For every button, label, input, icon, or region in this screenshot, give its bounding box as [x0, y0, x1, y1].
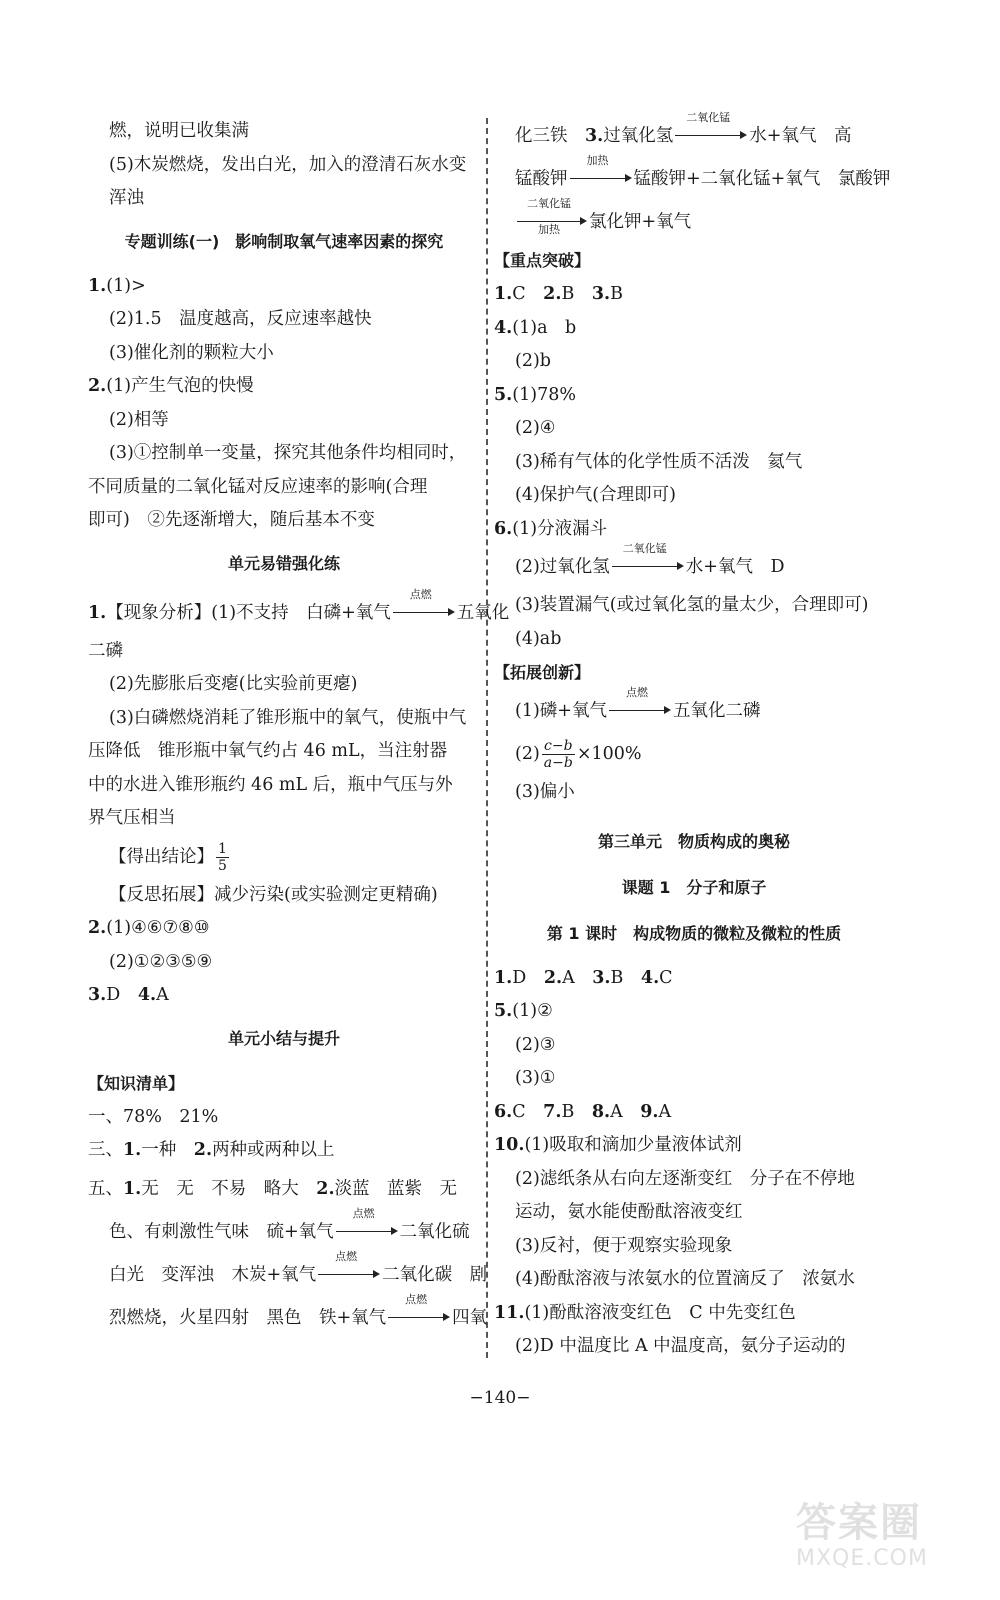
- question-number: 5.: [494, 384, 513, 405]
- answer-text: A: [658, 1101, 672, 1122]
- answer-line: (2)③: [515, 1034, 556, 1055]
- question-number: 4.: [137, 985, 157, 1005]
- answer-text: (1)磷+氧气: [515, 701, 607, 721]
- reaction-arrow: [393, 587, 455, 620]
- watermark-url: MXQE.COM: [796, 1546, 928, 1571]
- question-number: 3.: [591, 284, 611, 304]
- reaction-condition: 加热: [538, 223, 560, 236]
- answer-text: 化三铁: [515, 126, 585, 146]
- answer-text: 无 无 不易 略大: [141, 1178, 317, 1199]
- answer-text: C: [512, 284, 544, 304]
- answer-line: [494, 1096, 894, 1130]
- answer-text: 水+氧气 高: [749, 126, 852, 146]
- answer-line: [494, 995, 894, 1029]
- reaction-condition: 点燃: [352, 1206, 375, 1220]
- answer-text: 淡蓝 蓝紫 无: [334, 1178, 458, 1199]
- answer-text: (1)吸取和滴加少量液体试剂: [524, 1135, 742, 1155]
- answer-line: (2)相等: [109, 409, 169, 430]
- question-number: 6.: [494, 518, 513, 539]
- answer-text: B: [561, 284, 592, 304]
- question-number: 8.: [591, 1101, 611, 1122]
- question-number: 1.: [88, 602, 107, 623]
- answer-line: (3)①: [515, 1068, 556, 1088]
- answer-line: [494, 542, 894, 589]
- question-number: 3.: [88, 985, 107, 1005]
- answer-text: C: [512, 1101, 544, 1122]
- answer-line: [88, 587, 510, 635]
- answer-text: 锰酸钾: [515, 169, 568, 189]
- answer-line: (2)b: [515, 351, 551, 371]
- watermark-text: 答案圈: [796, 1500, 922, 1546]
- answer-line: 【反思拓展】减少污染(或实验测定更精确): [109, 884, 438, 905]
- lesson-heading: 课题 1 分子和原子: [621, 877, 767, 897]
- reaction-condition: 二氧化锰: [527, 197, 571, 210]
- answer-text: B: [610, 967, 641, 988]
- question-number: 5.: [494, 1001, 513, 1021]
- subsection-tag: 【重点突破】: [494, 251, 591, 270]
- period-heading: 第 1 课时 构成物质的微粒及微粒的性质: [546, 923, 842, 943]
- answer-line: [88, 1292, 488, 1340]
- answer-line: [88, 1249, 488, 1297]
- section-heading: 专题训练(一) 影响制取氧气速率因素的探究: [124, 231, 444, 251]
- answer-line: (2)先膨胀后变瘪(比实验前更瘪): [109, 674, 358, 694]
- answer-text: 水+氧气 D: [685, 557, 785, 577]
- answer-line: (4)酚酞溶液与浓氨水的位置滴反了 浓氨水: [515, 1269, 855, 1289]
- reaction-condition: 点燃: [335, 1249, 358, 1263]
- question-number: 1.: [494, 284, 513, 304]
- question-number: 1.: [88, 275, 107, 296]
- question-number: 2.: [88, 918, 107, 938]
- fraction-denominator: a−b: [543, 755, 573, 771]
- question-number: 7.: [543, 1101, 562, 1122]
- question-number: 4.: [494, 317, 513, 338]
- reaction-arrow: [570, 154, 632, 186]
- section-heading: 单元易错强化练: [227, 553, 340, 573]
- text-line: 燃，说明已收集满: [109, 121, 249, 141]
- answer-line: (2)1.5 温度越高，反应速率越快: [109, 309, 372, 329]
- answer-text: D: [512, 967, 544, 988]
- answer-text: 四氧: [452, 1307, 488, 1328]
- answer-text: A: [610, 1101, 641, 1122]
- answer-line: [494, 379, 894, 413]
- answer-line: [494, 1129, 894, 1163]
- question-number: 10.: [494, 1135, 525, 1155]
- answer-text: 色、有刺激性气味 硫+氧气: [109, 1221, 334, 1242]
- answer-line: [88, 1168, 480, 1211]
- answer-text: 白光 变浑浊 木炭+氧气: [109, 1264, 317, 1285]
- answer-line: [494, 197, 894, 244]
- answer-line: 不同质量的二氧化锰对反应速率的影响(合理: [88, 476, 428, 497]
- subsection-tag: 【知识清单】: [88, 1073, 185, 1093]
- answer-line: [494, 111, 894, 158]
- reaction-condition: 点燃: [409, 587, 432, 601]
- answer-line: 中的水进入锥形瓶约 46 mL 后，瓶中气压与外: [88, 774, 453, 795]
- question-number: 2.: [543, 967, 563, 988]
- answer-line: [88, 1206, 480, 1254]
- fraction-numerator: 1: [218, 840, 227, 857]
- question-number: 1.: [123, 1178, 142, 1199]
- question-number: 1.: [494, 967, 513, 988]
- answer-line: (2)滤纸条从右向左逐渐变红 分子在不停地: [515, 1168, 855, 1189]
- answer-line: (3)①控制单一变量，探究其他条件均相同时，: [109, 443, 467, 463]
- answer-text: (1)78%: [512, 384, 576, 405]
- answer-text: 两种或两种以上: [212, 1140, 335, 1160]
- fraction-numerator: c−b: [542, 738, 575, 755]
- answer-text: D: [106, 985, 138, 1005]
- answer-line: [88, 1134, 480, 1168]
- answer-line: 界气压相当: [88, 808, 176, 828]
- answer-line: 即可) ②先逐渐增大，随后基本不变: [88, 510, 375, 530]
- fraction-denominator: 5: [218, 857, 227, 874]
- answer-line: [494, 312, 894, 346]
- question-number: 3.: [592, 967, 611, 988]
- answer-text: 【现象分析】(1)不支持 白磷+氧气: [106, 602, 391, 623]
- question-number: 2.: [543, 284, 562, 304]
- answer-text: (2): [515, 744, 540, 764]
- answer-line: (3)装置漏气(或过氧化氢的量太少，合理即可): [515, 595, 869, 615]
- subsection-tag: 【拓展创新】: [494, 663, 591, 682]
- reaction-condition: 点燃: [405, 1292, 428, 1306]
- answer-text: (1)分液漏斗: [512, 518, 608, 539]
- answer-text: (1)>: [106, 275, 146, 296]
- answer-text: A: [156, 985, 169, 1005]
- fraction: [216, 841, 229, 874]
- reaction-condition: 二氧化锰: [686, 111, 731, 124]
- answer-line: [494, 1297, 894, 1331]
- watermark-logo: [796, 1500, 976, 1580]
- answer-line: [88, 370, 480, 404]
- answer-line: (3)稀有气体的化学性质不活泼 氦气: [515, 451, 803, 472]
- question-number: 11.: [494, 1302, 525, 1323]
- answer-text: A: [562, 967, 593, 988]
- answer-text: 锰酸钾+二氧化锰+氧气 氯酸钾: [633, 169, 891, 189]
- question-number: 6.: [494, 1101, 513, 1122]
- answer-line: [88, 912, 480, 946]
- answer-line: (3)偏小: [515, 782, 575, 802]
- fraction: [542, 738, 575, 771]
- answer-text: (1)a b: [512, 317, 577, 338]
- question-number: 4.: [640, 967, 660, 988]
- question-number: 9.: [640, 1101, 659, 1122]
- question-number: 2.: [316, 1178, 335, 1199]
- reaction-arrow: [318, 1249, 380, 1282]
- answer-text: 三、: [88, 1140, 123, 1160]
- answer-line: (4)ab: [515, 628, 562, 649]
- answer-line: (4)保护气(合理即可): [515, 485, 676, 505]
- answer-line: (2)D 中温度比 A 中温度高，氨分子运动的: [515, 1336, 846, 1356]
- section-heading: 单元小结与提升: [227, 1028, 340, 1048]
- right-column: [494, 111, 894, 1364]
- reaction-arrow: [612, 542, 684, 574]
- answer-text: (1)产生气泡的快慢: [106, 376, 254, 396]
- answer-text: 烈燃烧，火星四射 黑色 铁+氧气: [109, 1307, 387, 1328]
- answer-text: (1)酚酞溶液变红色 C 中先变红色: [524, 1302, 796, 1323]
- answer-line: [494, 962, 894, 996]
- question-number: 2.: [193, 1140, 213, 1160]
- answer-text: B: [561, 1101, 592, 1122]
- answer-text: (1)②: [512, 1001, 553, 1021]
- answer-text: 二氧化硫: [399, 1221, 470, 1242]
- answer-line: 运动，氨水能使酚酞溶液变红: [515, 1202, 743, 1222]
- answer-line: [88, 270, 480, 304]
- answer-line: [494, 686, 894, 733]
- answer-text: ×100%: [576, 744, 642, 764]
- answer-text: (1)④⑥⑦⑧⑩: [106, 918, 210, 938]
- page-number: −140−: [469, 1388, 531, 1408]
- reaction-arrow: [336, 1206, 398, 1239]
- answer-line: (2)④: [515, 418, 556, 438]
- answer-text: 氯化钾+氧气: [589, 212, 692, 232]
- reaction-condition: 点燃: [625, 686, 648, 699]
- answer-line: [494, 278, 894, 312]
- question-number: 3.: [585, 126, 604, 146]
- answer-text: 【得出结论】: [109, 846, 214, 867]
- answer-text: 一种: [141, 1140, 194, 1160]
- answer-line: (2)①②③⑤⑨: [109, 951, 213, 972]
- reaction-arrow: [609, 686, 671, 718]
- text-line: 浑浊: [109, 188, 144, 208]
- answer-line: (3)催化剂的颗粒大小: [109, 342, 274, 363]
- answer-text: 二氧化碳 剧: [382, 1264, 488, 1285]
- answer-text: 五、: [88, 1178, 123, 1199]
- answer-line: 二磷: [88, 640, 123, 661]
- question-number: 2.: [88, 376, 107, 396]
- reaction-condition: 加热: [586, 154, 609, 167]
- answer-text: C: [659, 967, 673, 988]
- left-column: [88, 115, 510, 1340]
- column-divider: [486, 118, 488, 1358]
- reaction-condition: 二氧化锰: [622, 542, 667, 555]
- answer-text: 五氧化: [456, 602, 510, 623]
- question-number: 1.: [123, 1140, 142, 1160]
- answer-text: (2)过氧化氢: [515, 557, 610, 577]
- answer-line: [88, 836, 480, 879]
- answer-text: 五氧化二磷: [672, 701, 761, 721]
- answer-line: [494, 733, 894, 776]
- reaction-arrow: [388, 1292, 450, 1325]
- answer-line: [494, 513, 894, 547]
- answer-text: B: [610, 284, 623, 304]
- unit-heading: 第三单元 物质构成的奥秘: [597, 831, 790, 851]
- answer-line: [494, 154, 894, 201]
- answer-line: (3)白磷燃烧消耗了锥形瓶中的氧气，使瓶中气: [109, 707, 467, 728]
- reaction-arrow: [517, 197, 587, 236]
- answer-line: [88, 979, 480, 1013]
- text-line: (5)木炭燃烧，发出白光，加入的澄清石灰水变: [109, 154, 467, 175]
- answer-line: (3)反衬，便于观察实验现象: [515, 1235, 733, 1256]
- answer-line: 压降低 锥形瓶中氧气约占 46 mL，当注射器: [88, 741, 448, 761]
- answer-line: 一、78% 21%: [88, 1106, 219, 1127]
- reaction-arrow: [675, 111, 747, 143]
- answer-text: 过氧化氢: [603, 126, 674, 146]
